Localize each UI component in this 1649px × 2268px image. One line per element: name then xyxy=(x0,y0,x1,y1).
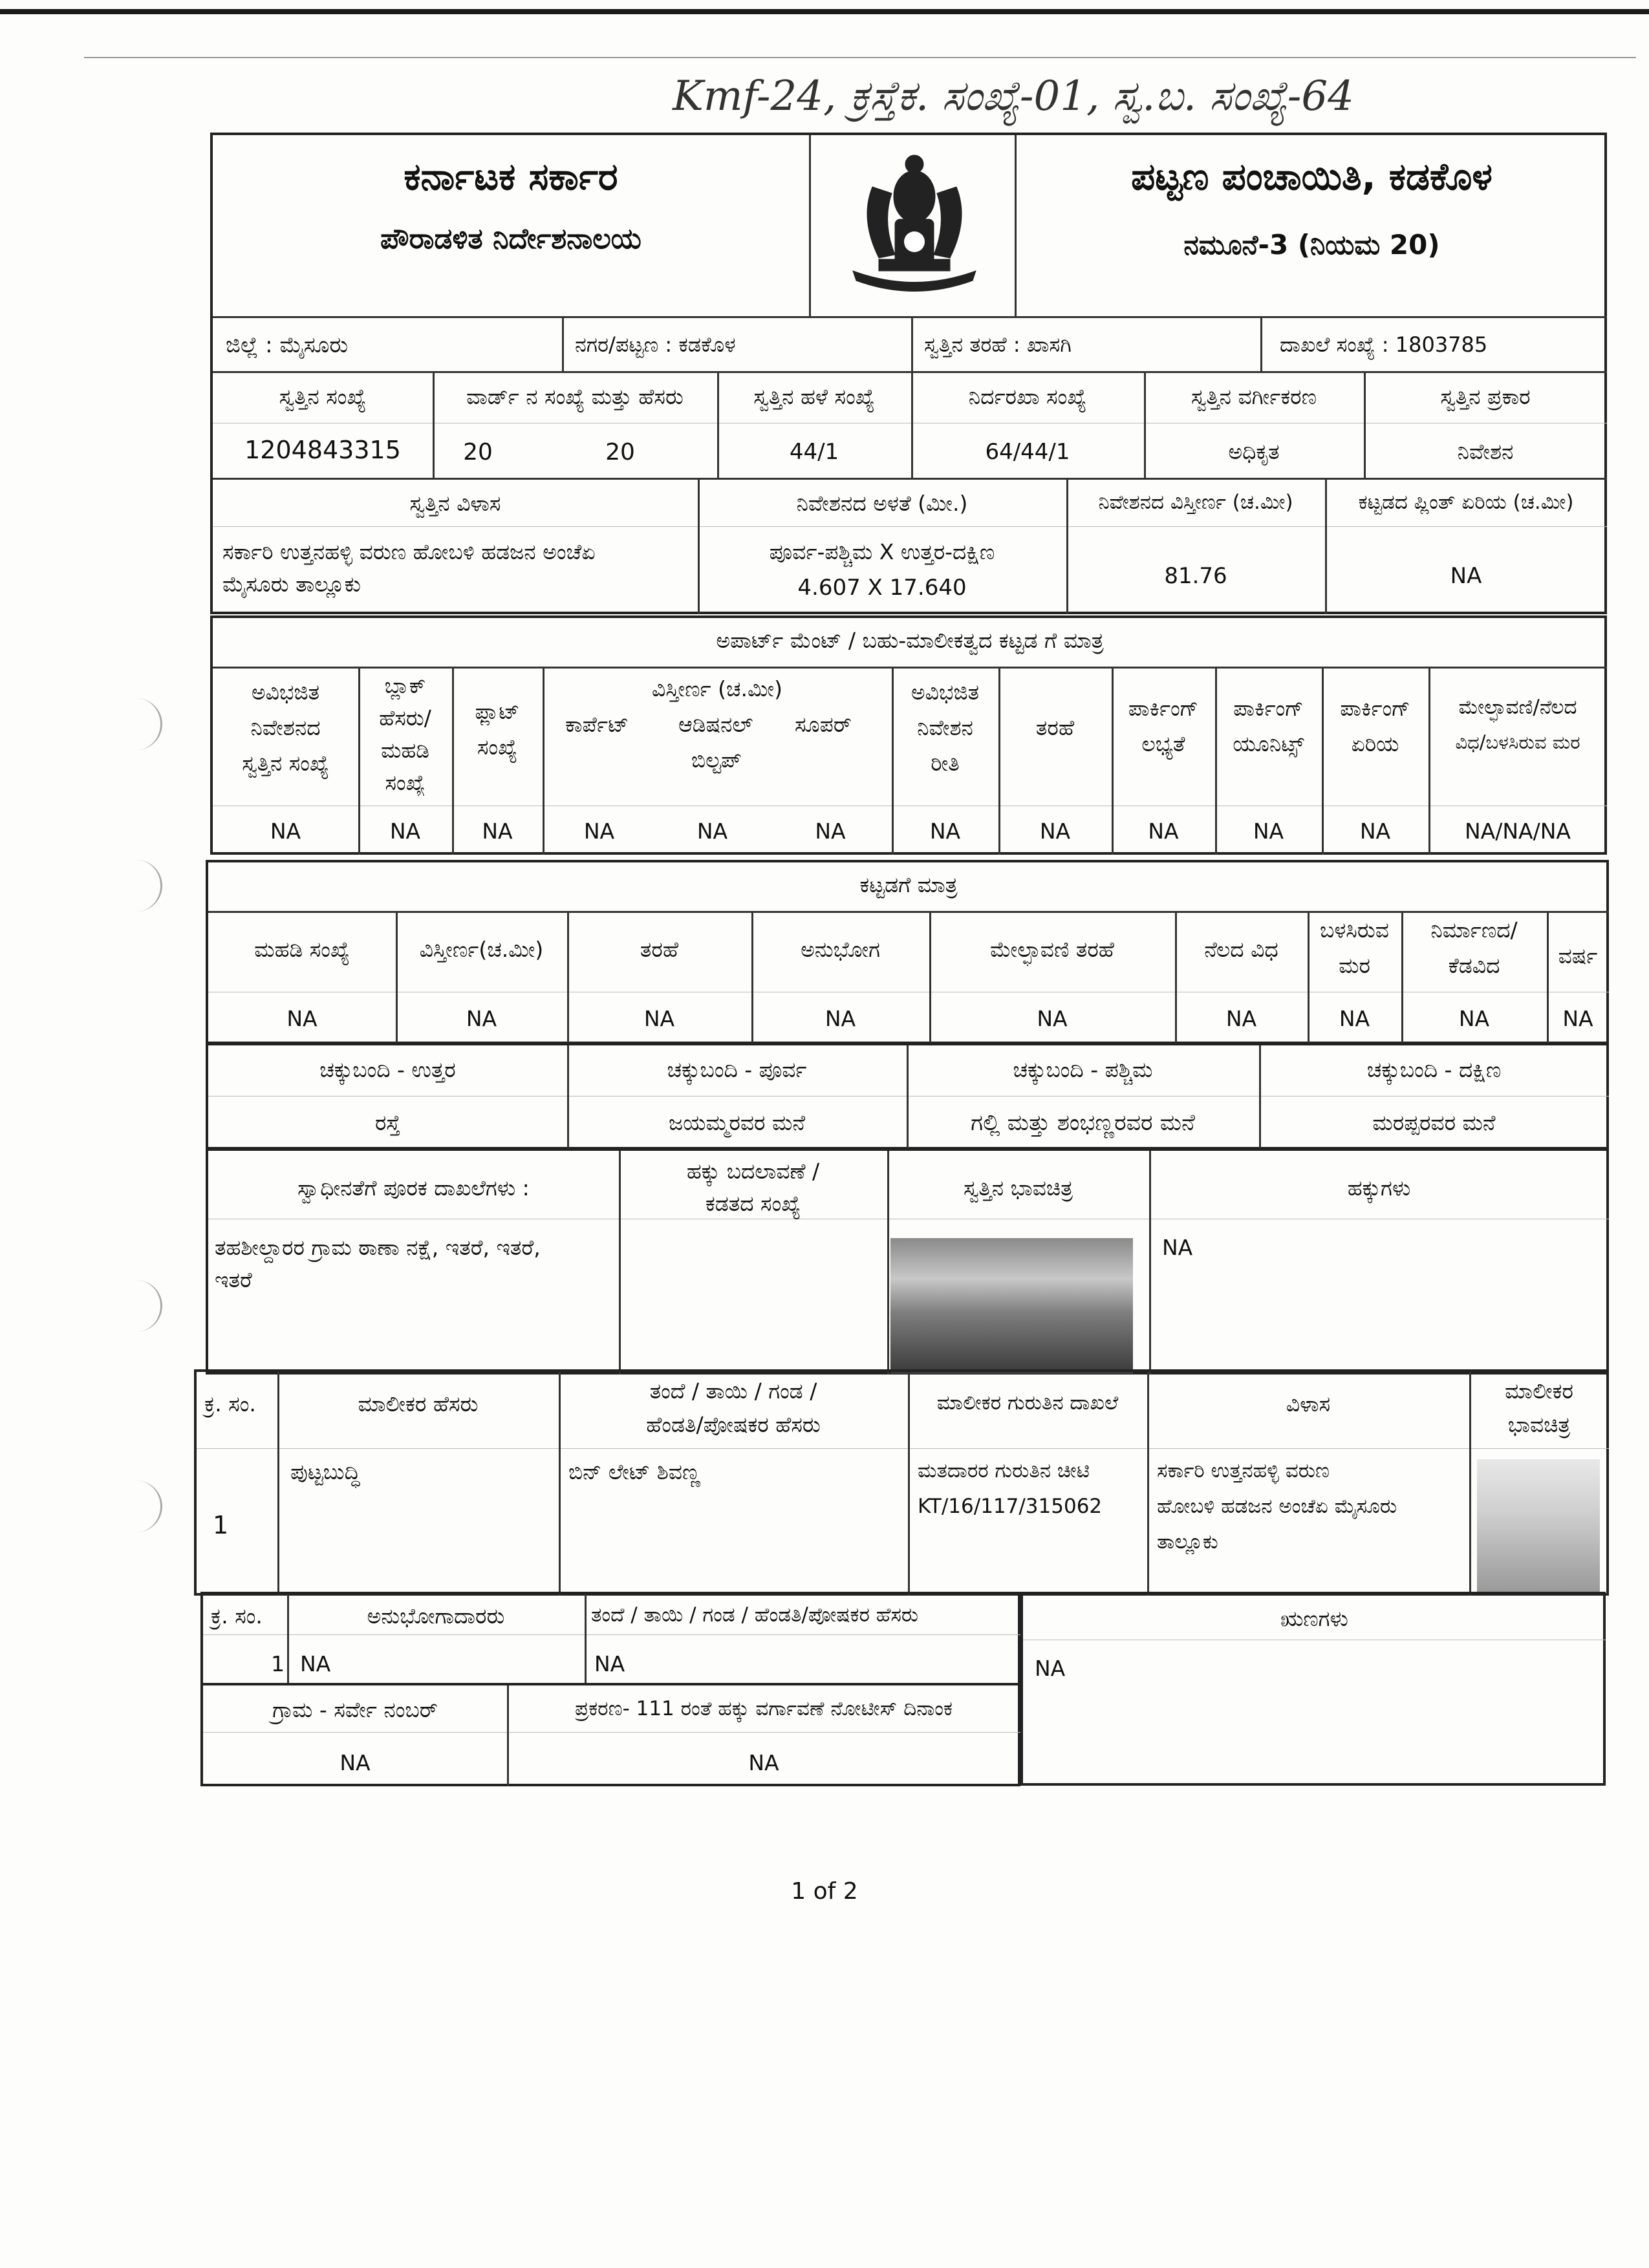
col-header-type: ತರಹೆ xyxy=(640,937,679,962)
header-additional-2: ಬಿಲ್ಟಪ್ xyxy=(691,747,742,773)
property-kind-value: ನಿವೇಶನ xyxy=(1457,439,1514,464)
site-area-value: 81.76 xyxy=(1164,563,1227,589)
owner-section xyxy=(194,1369,1609,1596)
apt-value: NA xyxy=(482,818,513,844)
apt-value: NA xyxy=(815,818,846,844)
header-block-1: ಬ್ಲಾಕ್ xyxy=(384,673,426,698)
apt-value: NA xyxy=(583,818,615,844)
boundary-north-header: ಚಕ್ಕುಬಂದಿ - ಉತ್ತರ xyxy=(319,1057,456,1082)
govt-title: ಕರ್ನಾಟಕ ಸರ್ಕಾರ xyxy=(404,155,618,198)
boundary-west-header: ಚಕ್ಕುಬಂದಿ - ಪಶ್ಚಿಮ xyxy=(1013,1057,1153,1082)
header-block-4: ಸಂಖ್ಯೆ xyxy=(385,770,426,795)
supporting-docs-header: ಸ್ವಾಧೀನತೆಗೆ ಪೂರಕ ದಾಖಲೆಗಳು : xyxy=(297,1175,530,1201)
apt-value: NA xyxy=(270,818,301,844)
rights-change-header-2: ಕಡತದ ಸಂಖ್ಯೆ xyxy=(705,1191,801,1216)
col-header-built-2: ಕೆಡವಿದ xyxy=(1448,953,1500,978)
loans-section xyxy=(1020,1592,1606,1786)
occupant-name-header: ಅನುಭೋಗಾದಾರರು xyxy=(367,1603,505,1629)
punch-hole xyxy=(129,1280,162,1332)
header-undivided-1: ಅವಿಭಜಿತ xyxy=(251,679,320,705)
col-header-address: ಸ್ವತ್ತಿನ ವಿಳಾಸ xyxy=(409,491,501,516)
header-roof-1: ಮೇಲ್ಛಾವಣಿ/ನೆಲದ xyxy=(1458,696,1577,719)
owner-photo xyxy=(1477,1459,1600,1592)
boundary-south-header: ಚಕ್ಕುಬಂದಿ - ದಕ್ಷಿಣ xyxy=(1366,1057,1502,1082)
bldg-value: NA xyxy=(1339,1006,1370,1031)
boundaries-section xyxy=(206,1043,1609,1150)
record-number: ದಾಖಲೆ ಸಂಖ್ಯೆ : 1803785 xyxy=(1280,332,1488,357)
top-rule xyxy=(84,57,1636,58)
header-carpet: ಕಾರ್ಪೆಟ್ xyxy=(565,712,629,737)
district-label: ಜಿಲ್ಲೆ : ಮೈಸೂರು xyxy=(226,332,349,358)
ward-name-value: 20 xyxy=(605,439,635,465)
property-photo-header: ಸ್ವತ್ತಿನ ಭಾವಚಿತ್ರ xyxy=(964,1175,1073,1201)
occupant-name-value: NA xyxy=(300,1651,331,1676)
owner-relation-header-1: ತಂದೆ / ತಾಯಿ / ಗಂಡ / xyxy=(649,1378,817,1404)
header-flat-2: ಸಂಖ್ಯೆ xyxy=(477,734,518,760)
header-type: ತರಹೆ xyxy=(1035,715,1075,740)
col-header-usage: ಅನುಭೋಗ xyxy=(801,937,880,962)
owner-id-header: ಮಾಲೀಕರ ಗುರುತಿನ ದಾಖಲೆ xyxy=(936,1391,1119,1415)
header-area: ವಿಸ್ತೀರ್ಣ (ಚ.ಮೀ) xyxy=(652,676,782,701)
occupant-relation-value: NA xyxy=(594,1651,625,1676)
header-undivided-rate-3: ರೀತಿ xyxy=(931,751,960,776)
col-header-floor-type: ನೆಲದ ವಿಧ xyxy=(1204,937,1278,962)
building-title: ಕಟ್ಟಡಗೆ ಮಾತ್ರ xyxy=(859,872,958,897)
ward-number-value: 20 xyxy=(463,439,493,465)
form-number: ನಮೂನೆ-3 (ನಿಯಮ 20) xyxy=(1183,229,1440,261)
building-section xyxy=(206,860,1609,1044)
classification-value: ಅಧಿಕೃತ xyxy=(1228,439,1280,464)
owner-address-line-3: ತಾಲ್ಲೂಕು xyxy=(1157,1530,1218,1554)
owner-address-line-2: ಹೋಬಳಿ ಹಡಜನ ಅಂಚೆಏ ಮೈಸೂರು xyxy=(1157,1495,1397,1518)
owner-relation-header-2: ಹೆಂಡತಿ/ಪೋಷಕರ ಹೆಸರು xyxy=(646,1412,821,1437)
col-header-plinth-area: ಕಟ್ಟಡದ ಪ್ಲಿಂತ್ ಏರಿಯ (ಚ.ಮೀ) xyxy=(1358,491,1574,514)
header-super: ಸೂಪರ್ xyxy=(795,712,852,737)
handwritten-note: Kmf-24, ಕ್ರಸ್ತೆಕ. ಸಂಖ್ಯೆ-01, ಸ್ವ.ಬ. ಸಂಖ್ಯೆ-64 xyxy=(673,72,1354,120)
col-header-year: ವರ್ಷ xyxy=(1558,943,1598,968)
occupants-section xyxy=(200,1592,1020,1685)
apartment-title: ಅಪಾರ್ಟ್ ಮೆಂಟ್ / ಬಹು-ಮಾಲೀಕತ್ವದ ಕಟ್ಟಡ ಗೆ ಮಾತ್ರ xyxy=(716,628,1104,653)
owner-address-line-1: ಸರ್ಕಾರಿ ಉತ್ತನಹಳ್ಳಿ ವರುಣ xyxy=(1157,1459,1330,1482)
owner-relation-value: ಬಿನ್ ಲೇಟ್ ಶಿವಣ್ಣ xyxy=(568,1459,701,1484)
owner-address-header: ವಿಳಾಸ xyxy=(1286,1391,1331,1417)
header-parking-area-1: ಪಾರ್ಕಿಂಗ್ xyxy=(1340,696,1410,721)
header-block-3: ಮಹಡಿ xyxy=(380,738,430,763)
header-parking-area-2: ಏರಿಯ xyxy=(1351,731,1399,756)
occupant-sl-header: ಕ್ರ. ಸಂ. xyxy=(211,1603,263,1629)
punch-hole xyxy=(129,698,162,750)
header-block-2: ಹೆಸರು/ xyxy=(379,705,431,731)
bldg-value: NA xyxy=(1458,1006,1490,1031)
top-border xyxy=(0,9,1649,14)
documents-section xyxy=(206,1148,1609,1375)
header-undivided-2: ನಿವೇಶನದ xyxy=(250,715,321,740)
apt-value: NA xyxy=(1039,818,1071,844)
survey-section xyxy=(200,1683,1020,1786)
col-header-ward: ವಾರ್ಡ್ ನ ಸಂಖ್ಯೆ ಮತ್ತು ಹೆಸರು xyxy=(466,384,684,409)
header-flat-1: ಫ್ಲಾಟ್ xyxy=(475,699,520,724)
bldg-value: NA xyxy=(1037,1006,1068,1031)
boundary-east-header: ಚಕ್ಕುಬಂದಿ - ಪೂರ್ವ xyxy=(667,1057,807,1082)
header-roof-2: ವಿಧ/ಬಳಸಿರುವ ಮರ xyxy=(1455,731,1580,753)
notice-value: NA xyxy=(748,1750,779,1775)
owner-sl-header: ಕ್ರ. ಸಂ. xyxy=(204,1391,256,1417)
nirdharaka-value: 64/44/1 xyxy=(985,439,1070,465)
loans-value: NA xyxy=(1035,1656,1066,1681)
directorate-name: ಪೌರಾಡಳಿತ ನಿರ್ದೇಶನಾಲಯ xyxy=(380,222,641,255)
property-number-value: 1204843315 xyxy=(244,436,401,464)
col-header-classification: ಸ್ವತ್ತಿನ ವರ್ಗೀಕರಣ xyxy=(1191,384,1317,409)
town-label: ನಗರ/ಪಟ್ಟಣ : ಕಡಕೊಳ xyxy=(575,332,736,357)
col-header-site-area: ನಿವೇಶನದ ವಿಸ್ತೀರ್ಣ (ಚ.ಮೀ) xyxy=(1098,491,1293,514)
rights-header: ಹಕ್ಕುಗಳು xyxy=(1347,1175,1411,1201)
panchayat-title: ಪಟ್ಟಣ ಪಂಚಾಯಿತಿ, ಕಡಕೊಳ xyxy=(1131,155,1493,198)
header-parking-units-2: ಯೂನಿಟ್ಸ್ xyxy=(1233,731,1304,756)
bldg-value: NA xyxy=(824,1006,856,1031)
owner-photo-header-2: ಭಾವಚಿತ್ರ xyxy=(1507,1412,1571,1437)
survey-header: ಗ್ರಾಮ - ಸರ್ವೇ ನಂಬರ್ xyxy=(272,1697,438,1722)
owner-id-number: KT/16/117/315062 xyxy=(918,1495,1103,1518)
apartment-section xyxy=(210,615,1607,855)
occupant-sl-value: 1 xyxy=(271,1651,285,1676)
owner-name-value: ಪುಟ್ಟಬುದ್ಧಿ xyxy=(290,1459,360,1484)
header-undivided-3: ಸ್ವತ್ತಿನ ಸಂಖ್ಯೆ xyxy=(242,751,329,776)
col-header-built-1: ನಿರ್ಮಾಣದ/ xyxy=(1430,917,1518,943)
boundary-east-value: ಜಯಮ್ಮರವರ ಮನೆ xyxy=(668,1110,806,1135)
owner-sl-value: 1 xyxy=(213,1511,229,1539)
col-header-old-number: ಸ್ವತ್ತಿನ ಹಳೆ ಸಂಖ್ಯೆ xyxy=(753,384,875,409)
col-header-wood-2: ಮರ xyxy=(1339,953,1370,978)
address-line-1: ಸರ್ಕಾರಿ ಉತ್ತನಹಳ್ಳಿ ವರುಣ ಹೋಬಳಿ ಹಡಜನ ಅಂಚೆಏ xyxy=(222,539,596,564)
col-header-nirdharaka: ನಿರ್ದರಖಾ ಸಂಖ್ಯೆ xyxy=(968,384,1087,409)
address-line-2: ಮೈಸೂರು ತಾಲ್ಲೂಕು xyxy=(222,572,361,597)
apt-value: NA xyxy=(389,818,421,844)
state-emblem-icon xyxy=(834,148,995,303)
page-number: 1 of 2 xyxy=(791,1878,858,1905)
notice-header: ಪ್ರಕರಣ- 111 ರಂತೆ ಹಕ್ಕು ವರ್ಗಾವಣೆ ನೋಟೀಸ್ ದಿನಾಂಕ xyxy=(575,1697,953,1720)
bldg-value: NA xyxy=(1562,1006,1593,1031)
header-parking-avail-2: ಲಭ್ಯತೆ xyxy=(1141,731,1185,756)
header-additional-1: ಆಡಿಷನಲ್ xyxy=(678,712,753,737)
apt-value: NA xyxy=(696,818,728,844)
survey-value: NA xyxy=(339,1750,371,1775)
punch-hole xyxy=(129,860,162,912)
apt-value: NA xyxy=(1359,818,1391,844)
supporting-docs-line-1: ತಹಶೀಲ್ದಾರರ ಗ್ರಾಮ ಠಾಣಾ ನಕ್ಷೆ, ಇತರೆ, ಇತರೆ, xyxy=(215,1235,541,1260)
apt-value: NA xyxy=(1148,818,1179,844)
measurement-label: ಪೂರ್ವ-ಪಶ್ಚಿಮ X ಉತ್ತರ-ದಕ್ಷಿಣ xyxy=(769,539,995,564)
plinth-area-value: NA xyxy=(1450,563,1482,589)
bldg-value: NA xyxy=(286,1006,318,1031)
col-header-floor: ಮಹಡಿ ಸಂಖ್ಯೆ xyxy=(254,937,350,962)
owner-name-header: ಮಾಲೀಕರ ಹೆಸರು xyxy=(358,1391,479,1417)
col-header-roof-type: ಮೇಲ್ಛಾವಣಿ ತರಹೆ xyxy=(990,937,1114,962)
col-header-property-number: ಸ್ವತ್ತಿನ ಸಂಖ್ಯೆ xyxy=(279,384,367,409)
col-header-measurement: ನಿವೇಶನದ ಅಳತೆ (ಮೀ.) xyxy=(796,491,968,516)
boundary-west-value: ಗಲ್ಲಿ ಮತ್ತು ಶಂಭಣ್ಣರವರ ಮನೆ xyxy=(971,1110,1195,1136)
boundary-north-value: ರಸ್ತೆ xyxy=(374,1110,401,1135)
punch-hole xyxy=(129,1481,162,1532)
apt-value: NA xyxy=(929,818,961,844)
supporting-docs-line-2: ಇತರೆ xyxy=(215,1267,252,1292)
property-type-label: ಸ್ವತ್ತಿನ ತರಹೆ : ಖಾಸಗಿ xyxy=(924,332,1072,357)
boundary-south-value: ಮರಪ್ಪರವರ ಮನೆ xyxy=(1372,1110,1496,1135)
bldg-value: NA xyxy=(1225,1006,1257,1031)
header-parking-units-1: ಪಾರ್ಕಿಂಗ್ xyxy=(1233,696,1304,721)
apt-value: NA/NA/NA xyxy=(1464,818,1571,844)
bldg-value: NA xyxy=(643,1006,675,1031)
measurement-value: 4.607 X 17.640 xyxy=(797,575,967,601)
rights-change-header-1: ಹಕ್ಕು ಬದಲಾವಣೆ / xyxy=(686,1159,820,1184)
header-undivided-rate-1: ಅವಿಭಜಿತ xyxy=(911,679,980,705)
old-number-value: 44/1 xyxy=(789,439,839,465)
header-undivided-rate-2: ನಿವೇಶನ xyxy=(917,715,973,740)
occupant-relation-header: ತಂದೆ / ತಾಯಿ / ಗಂಡ / ಹೆಂಡತಿ/ಪೋಷಕರ ಹೆಸರು xyxy=(591,1603,919,1627)
owner-photo-header-1: ಮಾಲೀಕರ xyxy=(1505,1378,1573,1404)
col-header-wood-1: ಬಳಸಿರುವ xyxy=(1320,917,1389,943)
header-parking-avail-1: ಪಾರ್ಕಿಂಗ್ xyxy=(1128,696,1199,721)
loans-header: ಋಣಗಳು xyxy=(1280,1606,1348,1631)
form-header-block xyxy=(210,133,1607,614)
col-header-area: ವಿಸ್ತೀರ್ಣ(ಚ.ಮೀ) xyxy=(419,937,544,962)
bldg-value: NA xyxy=(466,1006,497,1031)
property-photo xyxy=(890,1238,1133,1374)
owner-id-type: ಮತದಾರರ ಗುರುತಿನ ಚೀಟಿ xyxy=(918,1459,1090,1482)
col-header-property-kind: ಸ್ವತ್ತಿನ ಪ್ರಕಾರ xyxy=(1440,384,1531,409)
apt-value: NA xyxy=(1253,818,1284,844)
rights-value: NA xyxy=(1162,1235,1193,1260)
